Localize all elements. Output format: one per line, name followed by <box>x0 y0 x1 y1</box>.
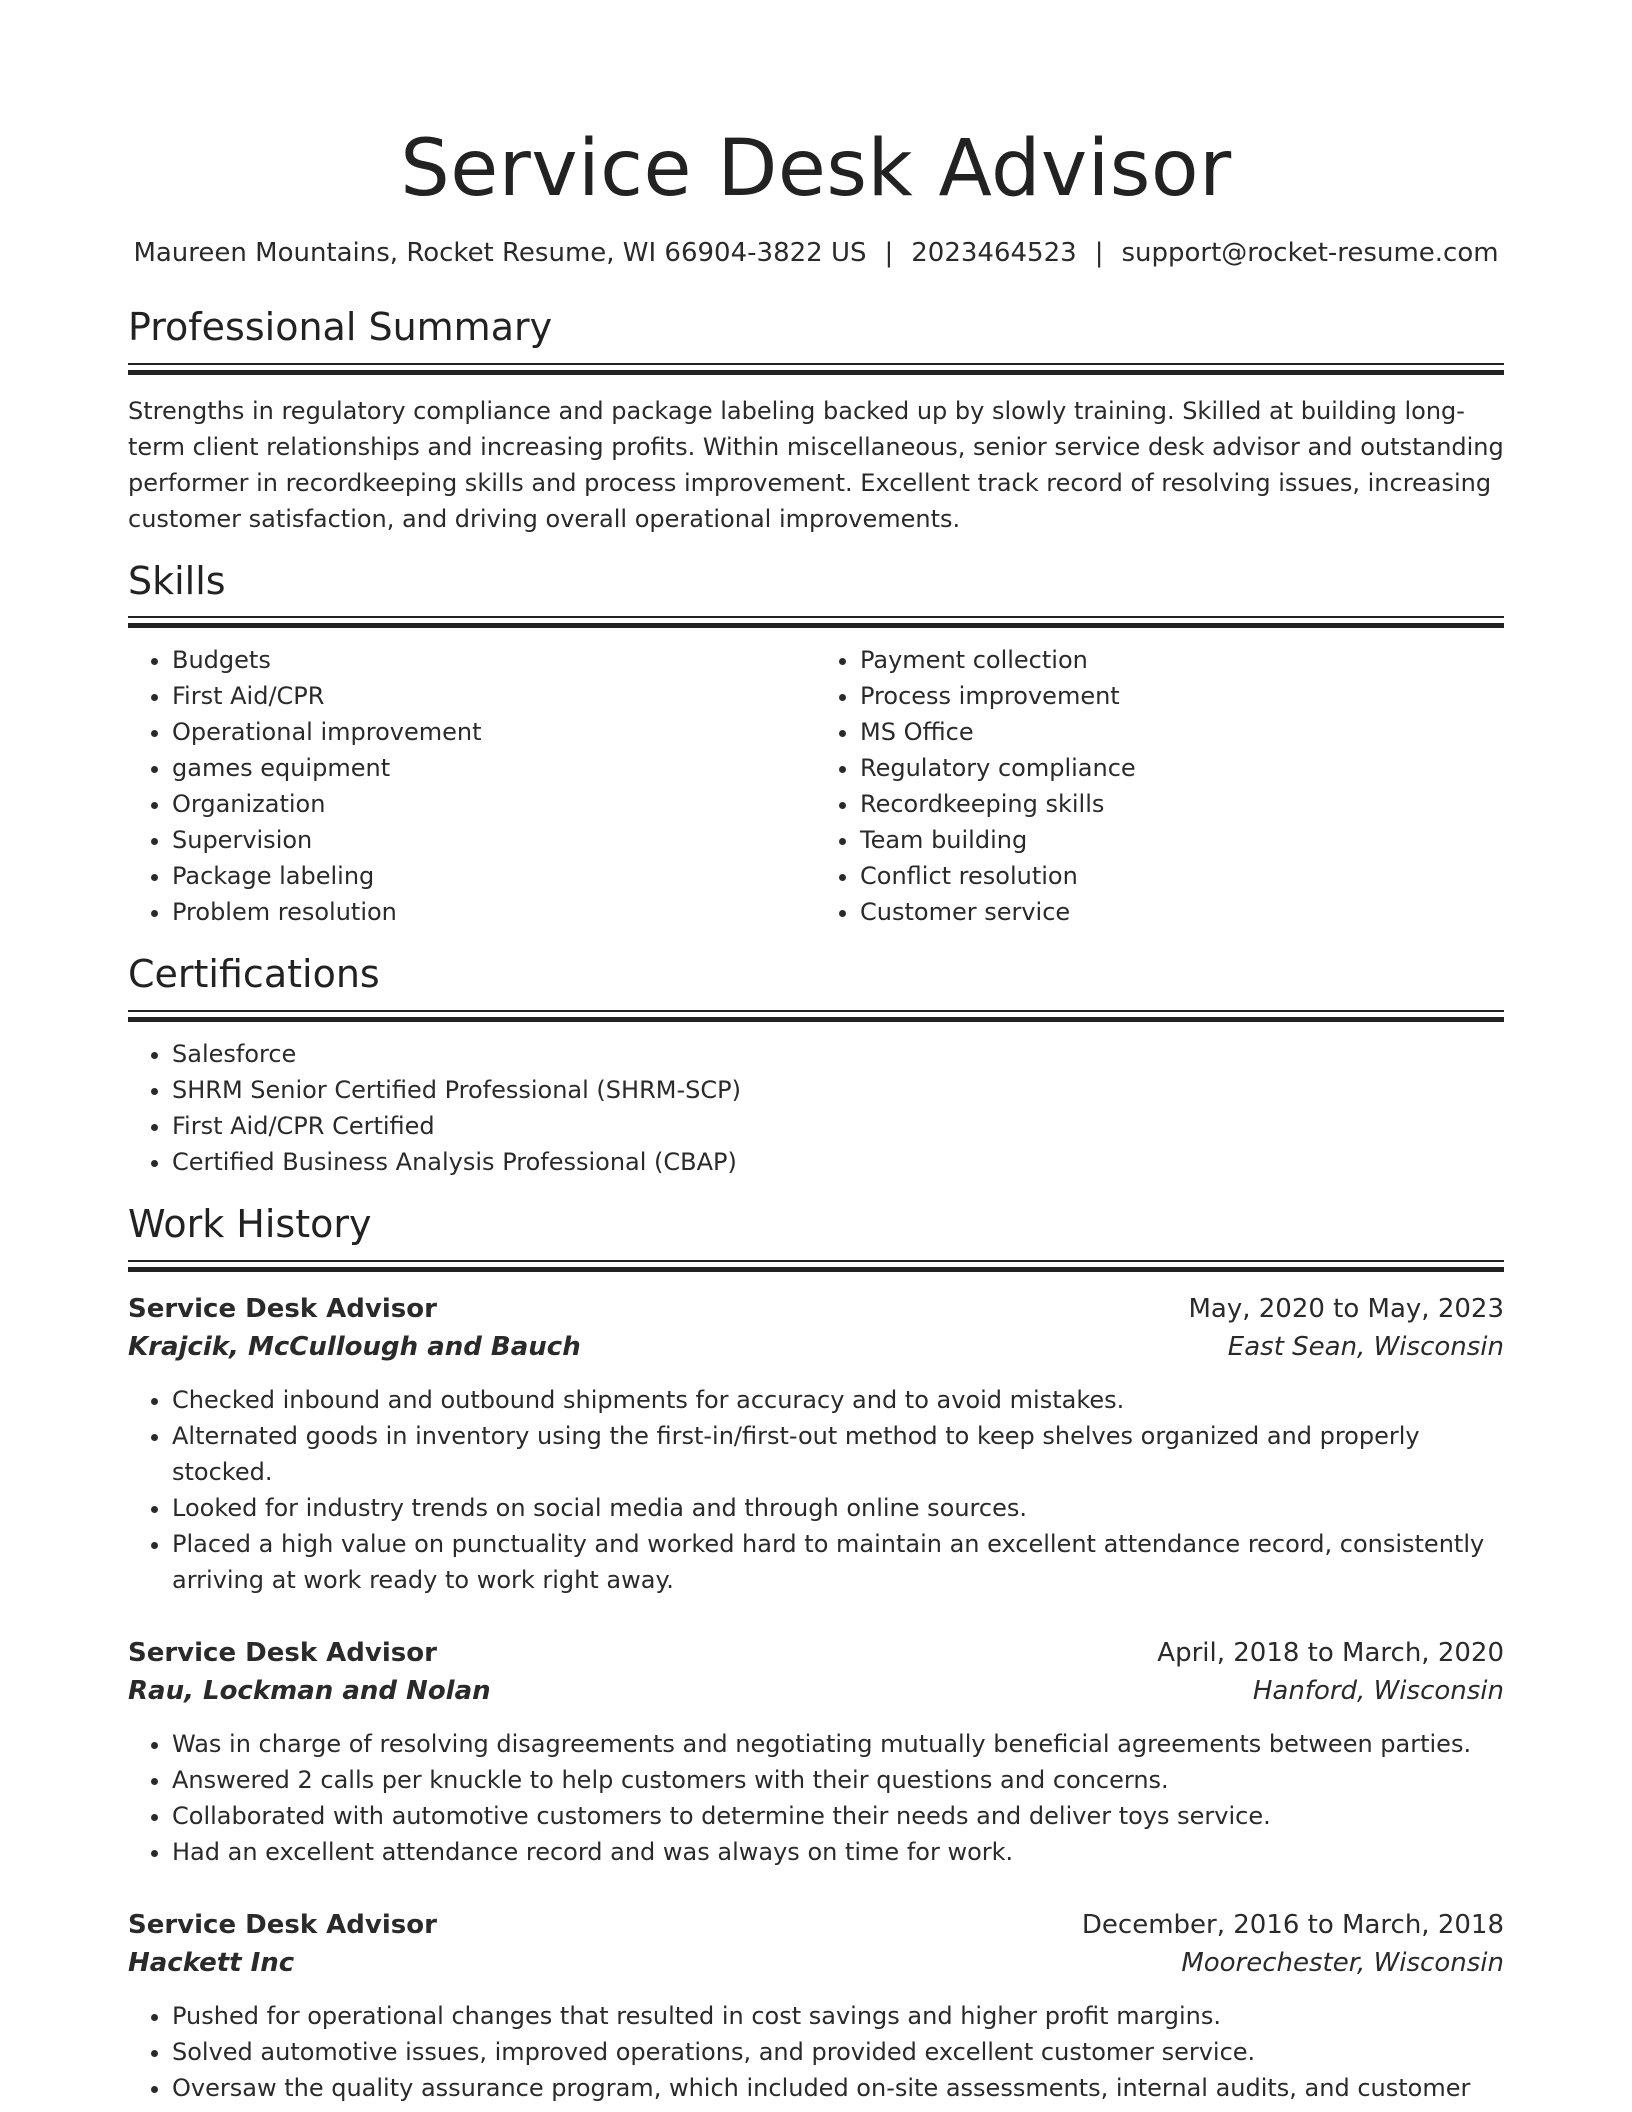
job-company-row <box>128 1944 1504 1982</box>
skills-grid <box>128 642 1504 930</box>
job-entry <box>128 1906 1504 2106</box>
skills-section <box>128 559 1504 931</box>
contact-address: Maureen Mountains, Rocket Resume, WI 66904-3822 US <box>133 238 867 268</box>
skills-list-left <box>128 642 816 930</box>
skill-item: • Team building <box>860 822 1504 858</box>
skill-item: • Problem resolution <box>172 894 816 930</box>
section-title-summary: Professional Summary <box>128 305 553 350</box>
job-bullet: • Answered 2 calls per knuckle to help customers with their questions and concerns. <box>172 1762 1504 1798</box>
contact-line <box>128 238 1504 269</box>
section-divider <box>128 616 1504 628</box>
skills-list-right <box>816 642 1504 930</box>
job-title: Service Desk Advisor <box>128 1909 437 1940</box>
resume-title: Service Desk Advisor <box>400 124 1232 214</box>
skill-item: • Package labeling <box>172 858 816 894</box>
contact-separator: | <box>884 238 894 268</box>
skill-item: • Recordkeeping skills <box>860 786 1504 822</box>
job-bullets <box>128 1998 1504 2106</box>
job-bullets <box>128 1382 1504 1598</box>
job-location: East Sean, Wisconsin <box>1227 1331 1504 1362</box>
job-bullet: • Looked for industry trends on social media and through online sources. <box>172 1490 1504 1526</box>
job-bullet: • Had an excellent attendance record and was always on time for work. <box>172 1834 1504 1870</box>
job-company: Hackett Inc <box>128 1947 295 1978</box>
section-title-skills: Skills <box>128 558 226 603</box>
job-dates: May, 2020 to May, 2023 <box>1188 1293 1504 1324</box>
skill-item: • Conflict resolution <box>860 858 1504 894</box>
skill-item: • Operational improvement <box>172 714 816 750</box>
job-title: Service Desk Advisor <box>128 1293 437 1324</box>
contact-email: support@rocket-resume.com <box>1121 238 1499 268</box>
certification-item: • SHRM Senior Certified Professional (SHRM-SCP) <box>172 1072 1504 1108</box>
job-location: Moorechester, Wisconsin <box>1181 1947 1504 1978</box>
job-company: Rau, Lockman and Nolan <box>128 1675 491 1706</box>
skill-item: • MS Office <box>860 714 1504 750</box>
skill-item: • Budgets <box>172 642 816 678</box>
job-company-row <box>128 1672 1504 1710</box>
section-title-work-history: Work History <box>128 1201 372 1246</box>
skill-item: • Regulatory compliance <box>860 750 1504 786</box>
job-bullet: • Oversaw the quality assurance program, which included on-site assessments, internal audits, and customer <box>172 2070 1504 2106</box>
job-dates: April, 2018 to March, 2020 <box>1157 1637 1504 1668</box>
job-header-row <box>128 1634 1504 1672</box>
contact-separator: | <box>1094 238 1104 268</box>
job-bullet: • Alternated goods in inventory using the first-in/first-out method to keep shelves organized and properly stocked. <box>172 1418 1504 1490</box>
job-bullet: • Checked inbound and outbound shipments for accuracy and to avoid mistakes. <box>172 1382 1504 1418</box>
section-divider <box>128 1260 1504 1272</box>
certifications-list <box>128 1036 1504 1180</box>
contact-phone: 2023464523 <box>911 238 1077 268</box>
job-entry <box>128 1634 1504 1870</box>
certification-item: • First Aid/CPR Certified <box>172 1108 1504 1144</box>
job-bullet: • Placed a high value on punctuality and worked hard to maintain an excellent attendance record, consistently arriving at work ready to work right away. <box>172 1526 1504 1598</box>
skill-item: • Payment collection <box>860 642 1504 678</box>
job-dates: December, 2016 to March, 2018 <box>1081 1909 1504 1940</box>
summary-text: Strengths in regulatory compliance and package labeling backed up by slowly training. Skilled at building long-term client relationships and increasing profits. Within miscellaneous, senior service desk advisor and outstanding performer in recordkeeping skills and process improvement. Excellent track record of resolving issues, increasing customer satisfaction, and driving overall operational improvements. <box>128 396 1504 533</box>
job-company-row <box>128 1328 1504 1366</box>
skill-item: • games equipment <box>172 750 816 786</box>
job-entry <box>128 1290 1504 1598</box>
section-divider <box>128 363 1504 375</box>
certification-item: • Salesforce <box>172 1036 1504 1072</box>
work-history-section <box>128 1202 1504 2106</box>
skill-item: • Process improvement <box>860 678 1504 714</box>
summary-section <box>128 305 1504 537</box>
skill-item: • Organization <box>172 786 816 822</box>
job-bullets <box>128 1726 1504 1870</box>
job-location: Hanford, Wisconsin <box>1252 1675 1504 1706</box>
job-company: Krajcik, McCullough and Bauch <box>128 1331 581 1362</box>
skill-item: • Supervision <box>172 822 816 858</box>
skill-item: • First Aid/CPR <box>172 678 816 714</box>
job-title: Service Desk Advisor <box>128 1637 437 1668</box>
job-bullet: • Collaborated with automotive customers to determine their needs and deliver toys service. <box>172 1798 1504 1834</box>
job-bullet: • Pushed for operational changes that resulted in cost savings and higher profit margins. <box>172 1998 1504 2034</box>
skill-item: • Customer service <box>860 894 1504 930</box>
job-header-row <box>128 1290 1504 1328</box>
job-bullet: • Was in charge of resolving disagreements and negotiating mutually beneficial agreements between parties. <box>172 1726 1504 1762</box>
section-divider <box>128 1010 1504 1022</box>
job-bullet: • Solved automotive issues, improved operations, and provided excellent customer service. <box>172 2034 1504 2070</box>
certification-item: • Certified Business Analysis Professional (CBAP) <box>172 1144 1504 1180</box>
certifications-section <box>128 952 1504 1180</box>
job-header-row <box>128 1906 1504 1944</box>
section-title-certifications: Certifications <box>128 952 380 997</box>
